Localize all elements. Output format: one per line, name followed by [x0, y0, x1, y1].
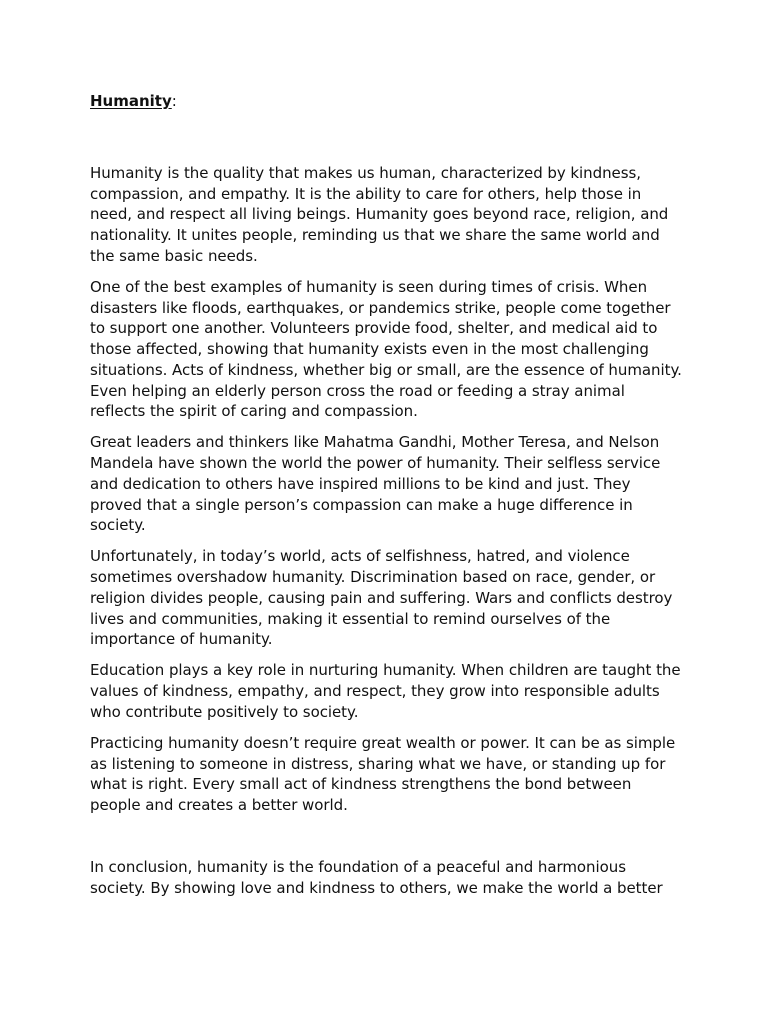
paragraph-selfishness: Unfortunately, in today’s world, acts of selfishness, hatred, and violence sometimes overshadow humanity. Discrimination based on race, gender, or religion divides people, causing pain and suffering. Wars and conflicts destroy lives and communities, making it essential to remind ourselves of the importance of humanity.	[90, 547, 673, 649]
document-body	[90, 90, 682, 899]
paragraph-intro: Humanity is the quality that makes us human, characterized by kindness, compassion, and empathy. It is the ability to care for others, help those in need, and respect all living beings. Humanity goes beyond race, religion, and nationality. It unites people, reminding us that we share the same world and the same basic needs.	[90, 164, 669, 265]
spacer	[90, 826, 682, 857]
paragraph-crisis: One of the best examples of humanity is seen during times of crisis. When disasters like floods, earthquakes, or pandemics strike, people come together to support one another. Volunteers provide food, shelter, and medical aid to those affected, showing that humanity exists even in the most challenging situations. Acts of kindness, whether big or small, are the essence of humanity. Even helping an elderly person cross the road or feeding a stray animal reflects the spirit of caring and compassion.	[90, 278, 682, 421]
essay-heading	[90, 90, 682, 112]
essay-title: Humanity	[90, 92, 172, 110]
paragraph-conclusion: In conclusion, humanity is the foundation of a peaceful and harmonious society. By showing love and kindness to others, we make the world a better	[90, 858, 663, 898]
paragraph-leaders: Great leaders and thinkers like Mahatma Gandhi, Mother Teresa, and Nelson Mandela have shown the world the power of humanity. Their selfless service and dedication to others have inspired millions to be kind and just. They proved that a single person’s compassion can make a huge difference in society.	[90, 433, 661, 535]
essay-title-colon: :	[171, 92, 177, 110]
paragraph-practice: Practicing humanity doesn’t require great wealth or power. It can be as simple as listening to someone in distress, sharing what we have, or standing up for what is right. Every small act of kindness strengthens the bond between people and creates a better world.	[90, 734, 676, 815]
paragraph-education: Education plays a key role in nurturing humanity. When children are taught the values of kindness, empathy, and respect, they grow into responsible adults who contribute positively to society.	[90, 661, 681, 721]
spacer	[90, 112, 682, 163]
